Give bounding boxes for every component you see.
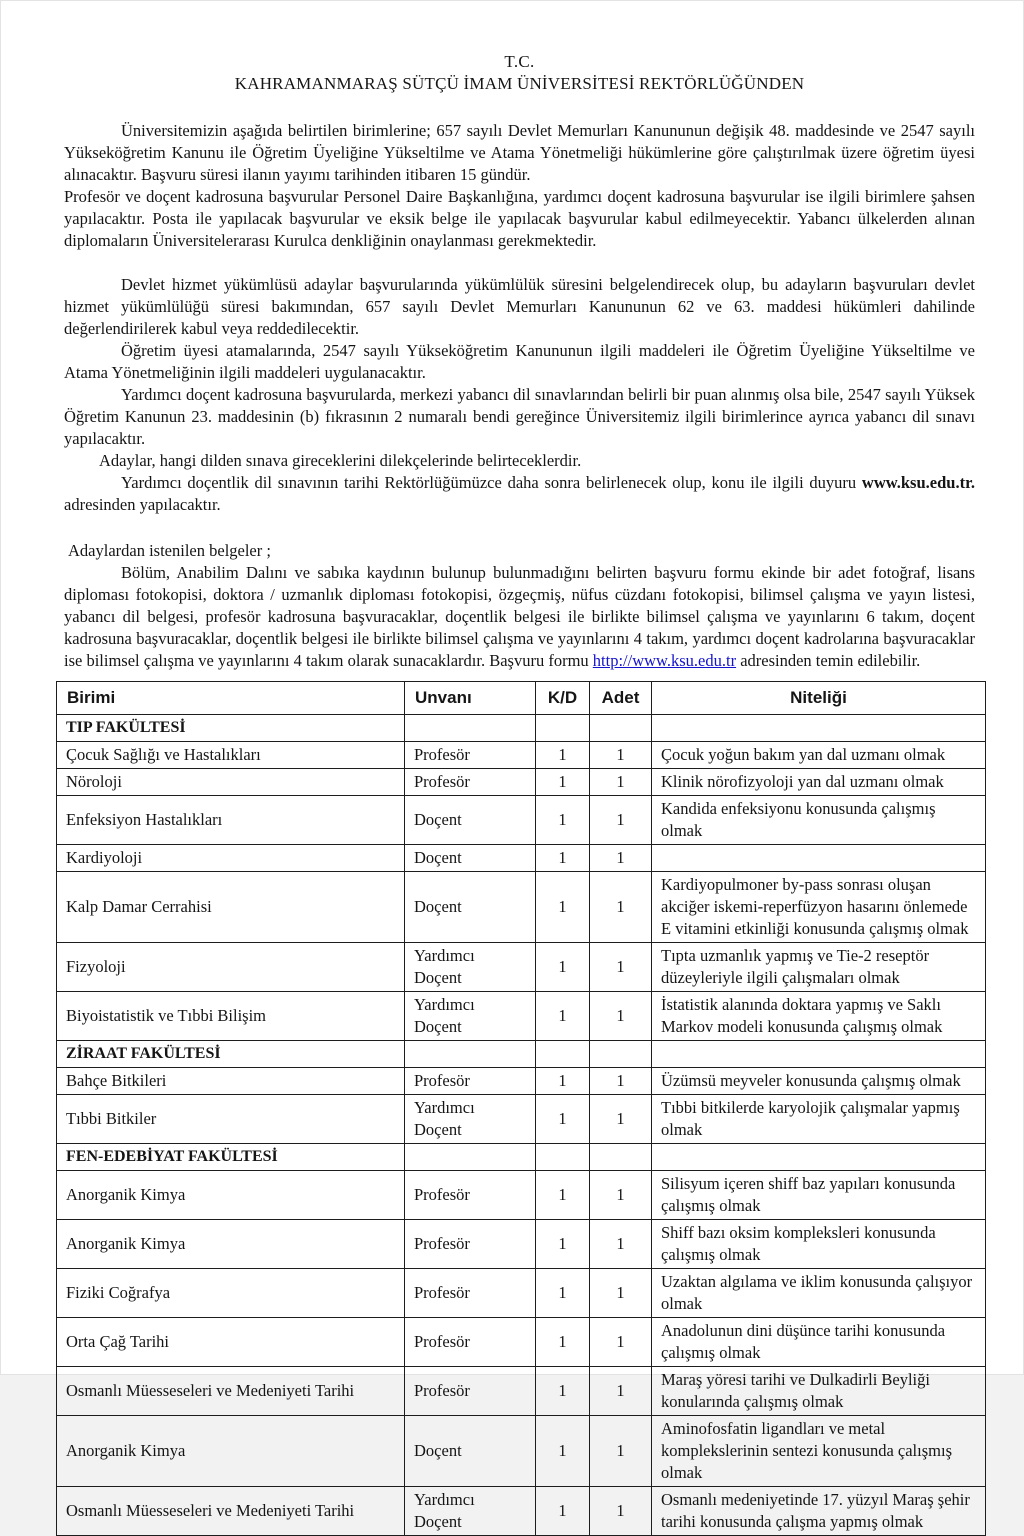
position-row <box>57 1171 986 1220</box>
cell-unvani: Doçent <box>405 872 536 943</box>
faculty-name: FEN-EDEBİYAT FAKÜLTESİ <box>57 1144 405 1171</box>
cell-kd: 1 <box>536 1171 590 1220</box>
cell-kd: 1 <box>536 1318 590 1367</box>
cell-birimi: Biyoistatistik ve Tıbbi Bilişim <box>57 992 405 1041</box>
empty-cell <box>536 1144 590 1171</box>
empty-cell <box>652 1041 986 1068</box>
cell-niteligi: Shiff bazı oksim kompleksleri konusunda çalışmış olmak <box>652 1220 986 1269</box>
position-row <box>57 992 986 1041</box>
cell-kd: 1 <box>536 1367 590 1416</box>
cell-kd: 1 <box>536 796 590 845</box>
column-header-unvani: Unvanı <box>405 682 536 715</box>
cell-birimi: Kalp Damar Cerrahisi <box>57 872 405 943</box>
faculty-section-row <box>57 715 986 742</box>
table-header-row <box>57 682 986 715</box>
position-row <box>57 943 986 992</box>
cell-adet: 1 <box>590 1095 652 1144</box>
position-row <box>57 796 986 845</box>
cell-niteligi: Tıbbi bitkilerde karyolojik çalışmalar yapmış olmak <box>652 1095 986 1144</box>
page-title: KAHRAMANMARAŞ SÜTÇÜ İMAM ÜNİVERSİTESİ REKTÖRLÜĞÜNDEN <box>234 74 805 93</box>
cell-adet: 1 <box>590 845 652 872</box>
exam-date-text-start: Yardımcı doçentlik dil sınavının tarihi Rektörlüğümüzce daha sonra belirlenecek olup, konu ile ilgili duyuru <box>121 473 857 492</box>
cell-unvani: Doçent <box>405 1416 536 1487</box>
cell-birimi: Osmanlı Müesseseleri ve Medeniyeti Tarihi <box>57 1487 405 1536</box>
cell-birimi: Fiziki Coğrafya <box>57 1269 405 1318</box>
cell-unvani: Profesör <box>405 1220 536 1269</box>
cell-unvani: Profesör <box>405 742 536 769</box>
cell-adet: 1 <box>590 1068 652 1095</box>
position-row <box>57 1095 986 1144</box>
cell-birimi: Orta Çağ Tarihi <box>57 1318 405 1367</box>
empty-cell <box>405 715 536 742</box>
column-header-niteligi: Niteliği <box>652 682 986 715</box>
exam-date-text-end: adresinden yapılacaktır. <box>64 495 221 514</box>
cell-adet: 1 <box>590 1269 652 1318</box>
cell-niteligi: Tıpta uzmanlık yapmış ve Tie-2 reseptör düzeyleriyle ilgili çalışmaları olmak <box>652 943 986 992</box>
cell-niteligi: Silisyum içeren shiff baz yapıları konusunda çalışmış olmak <box>652 1171 986 1220</box>
empty-cell <box>405 1041 536 1068</box>
cell-niteligi: Kardiyopulmoner by-pass sonrası oluşan akciğer iskemi-reperfüzyon hasarını önlemede E vitamini etkinliği konusunda çalışmış olmak <box>652 872 986 943</box>
cell-unvani: Doçent <box>405 796 536 845</box>
faculty-name: ZİRAAT FAKÜLTESİ <box>57 1041 405 1068</box>
document-header <box>56 51 983 95</box>
cell-kd: 1 <box>536 872 590 943</box>
position-row <box>57 1318 986 1367</box>
position-row <box>57 742 986 769</box>
website-bold-text: www.ksu.edu.tr. <box>861 473 975 492</box>
cell-adet: 1 <box>590 1487 652 1536</box>
paragraph-exam-language-choice: Adaylar, hangi dilden sınava gireceklerini dilekçelerinde belirteceklerdir. <box>99 451 582 470</box>
ksu-website-link[interactable]: http://www.ksu.edu.tr <box>592 651 737 670</box>
cell-birimi: Nöroloji <box>57 769 405 796</box>
cell-adet: 1 <box>590 769 652 796</box>
cell-birimi: Fizyoloji <box>57 943 405 992</box>
column-header-adet: Adet <box>590 682 652 715</box>
position-row <box>57 872 986 943</box>
positions-table <box>56 681 986 1536</box>
positions-table-body <box>57 715 986 1536</box>
cell-adet: 1 <box>590 992 652 1041</box>
cell-kd: 1 <box>536 1220 590 1269</box>
paragraph-intro: Üniversitemizin aşağıda belirtilen birimlerine; 657 sayılı Devlet Memurları Kanununun değişik 48. maddesinde ve 2547 sayılı Yükseköğretim Kanunu ile Öğretim Üyeliğine Yükseltilme ve Atama Yönetmeliği hükümlerine göre çalıştırılmak üzere öğretim üyesi alınacaktır. Başvuru süresi ilanın yayımı tarihinden itibaren 15 gündür. <box>64 121 975 184</box>
cell-kd: 1 <box>536 992 590 1041</box>
cell-adet: 1 <box>590 742 652 769</box>
cell-unvani: Profesör <box>405 1068 536 1095</box>
cell-kd: 1 <box>536 769 590 796</box>
cell-kd: 1 <box>536 1487 590 1536</box>
position-row <box>57 769 986 796</box>
cell-birimi: Anorganik Kimya <box>57 1171 405 1220</box>
cell-unvani: Profesör <box>405 1171 536 1220</box>
cell-adet: 1 <box>590 1416 652 1487</box>
cell-unvani: Profesör <box>405 1269 536 1318</box>
cell-birimi: Tıbbi Bitkiler <box>57 1095 405 1144</box>
cell-kd: 1 <box>536 1416 590 1487</box>
cell-kd: 1 <box>536 845 590 872</box>
cell-niteligi: Aminofosfatin ligandları ve metal komplekslerinin sentezi konusunda çalışmış olmak <box>652 1416 986 1487</box>
cell-adet: 1 <box>590 943 652 992</box>
paragraph-service-obligation: Devlet hizmet yükümlüsü adaylar başvurularında yükümlülük süresini belgelendirecek olup, bu adayların başvuruları devlet hizmet yükümlülüğü süresi bakımından, 657 sayılı Devlet Memurları Kanununun 62 ve 63. maddesi hükümleri dahilinde değerlendirilerek kabul veya reddedilecektir. <box>64 275 975 338</box>
cell-niteligi: Çocuk yoğun bakım yan dal uzmanı olmak <box>652 742 986 769</box>
position-row <box>57 1068 986 1095</box>
cell-adet: 1 <box>590 1220 652 1269</box>
cell-niteligi <box>652 845 986 872</box>
column-header-birimi: Birimi <box>57 682 405 715</box>
cell-kd: 1 <box>536 1095 590 1144</box>
paragraph-exam-date <box>64 472 975 516</box>
cell-niteligi: Anadolunun dini düşünce tarihi konusunda çalışmış olmak <box>652 1318 986 1367</box>
cell-niteligi: Kandida enfeksiyonu konusunda çalışmış olmak <box>652 796 986 845</box>
cell-adet: 1 <box>590 1171 652 1220</box>
position-row <box>57 1416 986 1487</box>
paragraph-language-exam: Yardımcı doçent kadrosuna başvurularda, merkezi yabancı dil sınavlarından belirli bir puan alınmış olsa bile, 2547 sayılı Yüksek Öğretim Kanunun 23. maddesinin (b) fıkrasının 2 numaralı bendi gereğince Üniversitemiz ilgili birimlerince ayrıca yabancı dil sınavı yapılacaktır. <box>64 385 975 448</box>
faculty-section-row <box>57 1144 986 1171</box>
empty-cell <box>536 715 590 742</box>
cell-unvani: Profesör <box>405 1318 536 1367</box>
cell-unvani: Doçent <box>405 845 536 872</box>
faculty-section-row <box>57 1041 986 1068</box>
cell-niteligi: Klinik nörofizyoloji yan dal uzmanı olmak <box>652 769 986 796</box>
paragraph-documents <box>64 562 975 672</box>
documents-text-end: adresinden temin edilebilir. <box>740 651 921 670</box>
paragraph-appointments: Öğretim üyesi atamalarında, 2547 sayılı Yükseköğretim Kanununun ilgili maddeleri ile Öğretim Üyeliğine Yükseltilme ve Atama Yönetmeliğinin ilgili maddeleri uygulanacaktır. <box>64 341 975 382</box>
cell-birimi: Osmanlı Müesseseleri ve Medeniyeti Tarihi <box>57 1367 405 1416</box>
cell-birimi: Enfeksiyon Hastalıkları <box>57 796 405 845</box>
cell-unvani: Yardımcı Doçent <box>405 1487 536 1536</box>
cell-niteligi: İstatistik alanında doktara yapmış ve Saklı Markov modeli konusunda çalışmış olmak <box>652 992 986 1041</box>
cell-adet: 1 <box>590 1318 652 1367</box>
cell-kd: 1 <box>536 943 590 992</box>
empty-cell <box>590 715 652 742</box>
cell-unvani: Yardımcı Doçent <box>405 992 536 1041</box>
cell-birimi: Anorganik Kimya <box>57 1416 405 1487</box>
cell-unvani: Profesör <box>405 769 536 796</box>
position-row <box>57 845 986 872</box>
cell-birimi: Bahçe Bitkileri <box>57 1068 405 1095</box>
cell-niteligi: Uzaktan algılama ve iklim konusunda çalışıyor olmak <box>652 1269 986 1318</box>
cell-adet: 1 <box>590 872 652 943</box>
cell-niteligi: Osmanlı medeniyetinde 17. yüzyıl Maraş şehir tarihi konusunda çalışma yapmış olmak <box>652 1487 986 1536</box>
header-tc: T.C. <box>504 52 535 71</box>
cell-kd: 1 <box>536 742 590 769</box>
empty-cell <box>652 1144 986 1171</box>
cell-unvani: Yardımcı Doçent <box>405 1095 536 1144</box>
cell-kd: 1 <box>536 1269 590 1318</box>
empty-cell <box>590 1041 652 1068</box>
position-row <box>57 1367 986 1416</box>
cell-unvani: Profesör <box>405 1367 536 1416</box>
position-row <box>57 1220 986 1269</box>
documents-heading: Adaylardan istenilen belgeler ; <box>68 541 271 560</box>
cell-birimi: Çocuk Sağlığı ve Hastalıkları <box>57 742 405 769</box>
empty-cell <box>652 715 986 742</box>
empty-cell <box>536 1041 590 1068</box>
cell-birimi: Anorganik Kimya <box>57 1220 405 1269</box>
cell-adet: 1 <box>590 796 652 845</box>
empty-cell <box>590 1144 652 1171</box>
column-header-kd: K/D <box>536 682 590 715</box>
cell-unvani: Yardımcı Doçent <box>405 943 536 992</box>
empty-cell <box>405 1144 536 1171</box>
cell-niteligi: Maraş yöresi tarihi ve Dulkadirli Beyliği konularında çalışmış olmak <box>652 1367 986 1416</box>
cell-niteligi: Üzümsü meyveler konusunda çalışmış olmak <box>652 1068 986 1095</box>
cell-kd: 1 <box>536 1068 590 1095</box>
position-row <box>57 1269 986 1318</box>
cell-birimi: Kardiyoloji <box>57 845 405 872</box>
documents-text-start: Bölüm, Anabilim Dalını ve sabıka kaydının bulunup bulunmadığını belirten başvuru formu ekinde bir adet fotoğraf, lisans diploması fotokopisi, doktora / uzmanlık diploması fotokopisi, özgeçmiş, nüfus cüzdanı fotokopisi, bilimsel çalışma ve yayın listesi, yabancı dil belgesi, profesör kadrosuna başvuracaklar, doçentlik belgesi ile birlikte bilimsel çalışma ve yayınlarını 6 takım, doçent kadrosuna başvuracaklar, doçentlik belgesi ile birlikte bilimsel çalışma ve yayınlarını 4 takım, yardımcı doçent kadrolarına başvuracaklar ise bilimsel çalışma ve yayınlarını 4 takım olarak sunacaklardır. Başvuru formu <box>64 563 975 670</box>
faculty-name: TIP FAKÜLTESİ <box>57 715 405 742</box>
cell-adet: 1 <box>590 1367 652 1416</box>
paragraph-application: Profesör ve doçent kadrosuna başvurular Personel Daire Başkanlığına, yardımcı doçent kadrosuna başvurular ise ilgili birimlere şahsen yapılacaktır. Posta ile yapılacak başvurular ve eksik belge ile yapılacak başvurular kabul edilmeyecektir. Yabancı ülkelerden alınan diplomaların Üniversitelerarası Kurulca denkliğinin onaylanması gerekmektedir. <box>64 187 975 250</box>
position-row <box>57 1487 986 1536</box>
